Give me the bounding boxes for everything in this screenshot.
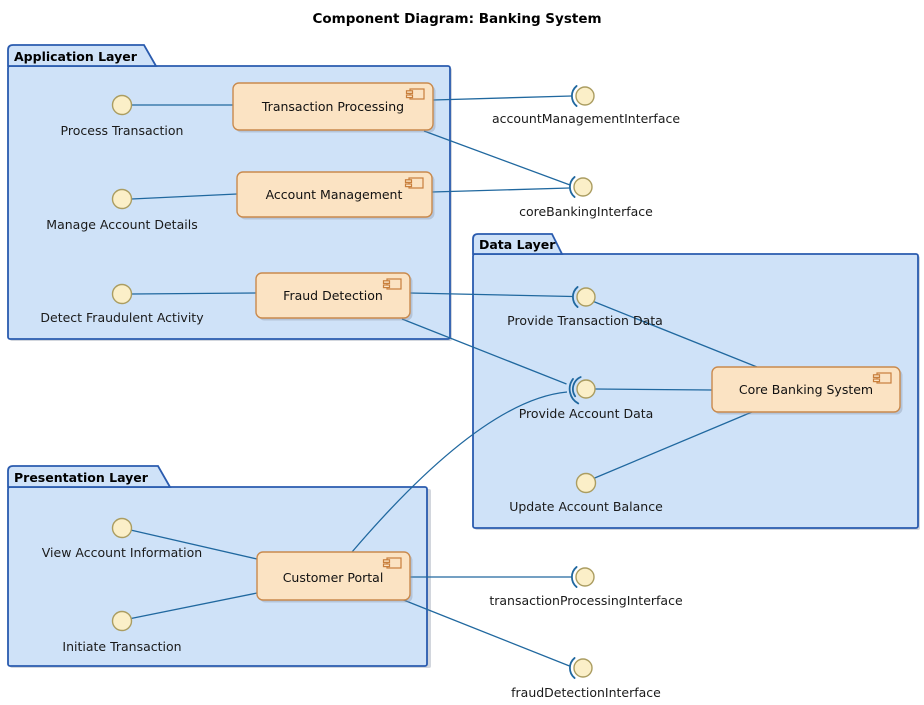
component-label: Customer Portal bbox=[282, 570, 384, 585]
port-circle bbox=[113, 285, 132, 304]
package-title: Application Layer bbox=[14, 49, 137, 64]
component-icon bbox=[406, 178, 424, 188]
component-fraud-detection bbox=[256, 273, 413, 321]
package-title: Data Layer bbox=[479, 237, 556, 252]
port-label: Manage Account Details bbox=[46, 217, 198, 232]
port-circle bbox=[113, 96, 132, 115]
interface-core-banking bbox=[519, 177, 653, 219]
component-label: Fraud Detection bbox=[283, 288, 383, 303]
interface-label: accountManagementInterface bbox=[491, 111, 681, 126]
ball-icon bbox=[577, 380, 595, 398]
port-label: Initiate Transaction bbox=[62, 639, 182, 654]
interface-label: transactionProcessingInterface bbox=[489, 593, 683, 608]
component-label: Core Banking System bbox=[738, 382, 874, 397]
interface-fraud-detection bbox=[511, 658, 661, 700]
port-label: Detect Fraudulent Activity bbox=[40, 310, 204, 325]
edge-account-management-to-core-banking-interface bbox=[432, 188, 570, 192]
port-circle bbox=[113, 190, 132, 209]
port-label: Provide Transaction Data bbox=[507, 313, 663, 328]
component-label: Account Management bbox=[265, 187, 403, 202]
port-label: Provide Account Data bbox=[518, 406, 654, 421]
ball-icon bbox=[574, 659, 592, 677]
ball-icon bbox=[576, 87, 594, 105]
port-label: Process Transaction bbox=[60, 123, 184, 138]
page-title: Component Diagram: Banking System bbox=[312, 11, 602, 27]
component-transaction-processing bbox=[233, 83, 436, 133]
port-circle bbox=[577, 474, 596, 493]
component-icon bbox=[407, 89, 425, 99]
port-circle bbox=[113, 519, 132, 538]
component-customer-portal bbox=[257, 552, 413, 603]
interface-label: coreBankingInterface bbox=[519, 204, 653, 219]
interface-label: fraudDetectionInterface bbox=[511, 685, 661, 700]
ball-icon bbox=[574, 178, 592, 196]
ball-icon bbox=[577, 288, 595, 306]
port-circle bbox=[113, 612, 132, 631]
edge-transaction-processing-to-account-management-interface bbox=[433, 96, 572, 100]
component-account-management bbox=[237, 172, 435, 220]
component-core-banking-system bbox=[712, 367, 903, 415]
component-label: Transaction Processing bbox=[261, 99, 405, 114]
package-title: Presentation Layer bbox=[14, 470, 148, 485]
interface-account-management bbox=[492, 86, 680, 126]
interface-transaction-processing bbox=[489, 567, 683, 608]
port-label: View Account Information bbox=[41, 545, 203, 560]
port-label: Update Account Balance bbox=[509, 499, 663, 514]
ball-icon bbox=[576, 568, 594, 586]
